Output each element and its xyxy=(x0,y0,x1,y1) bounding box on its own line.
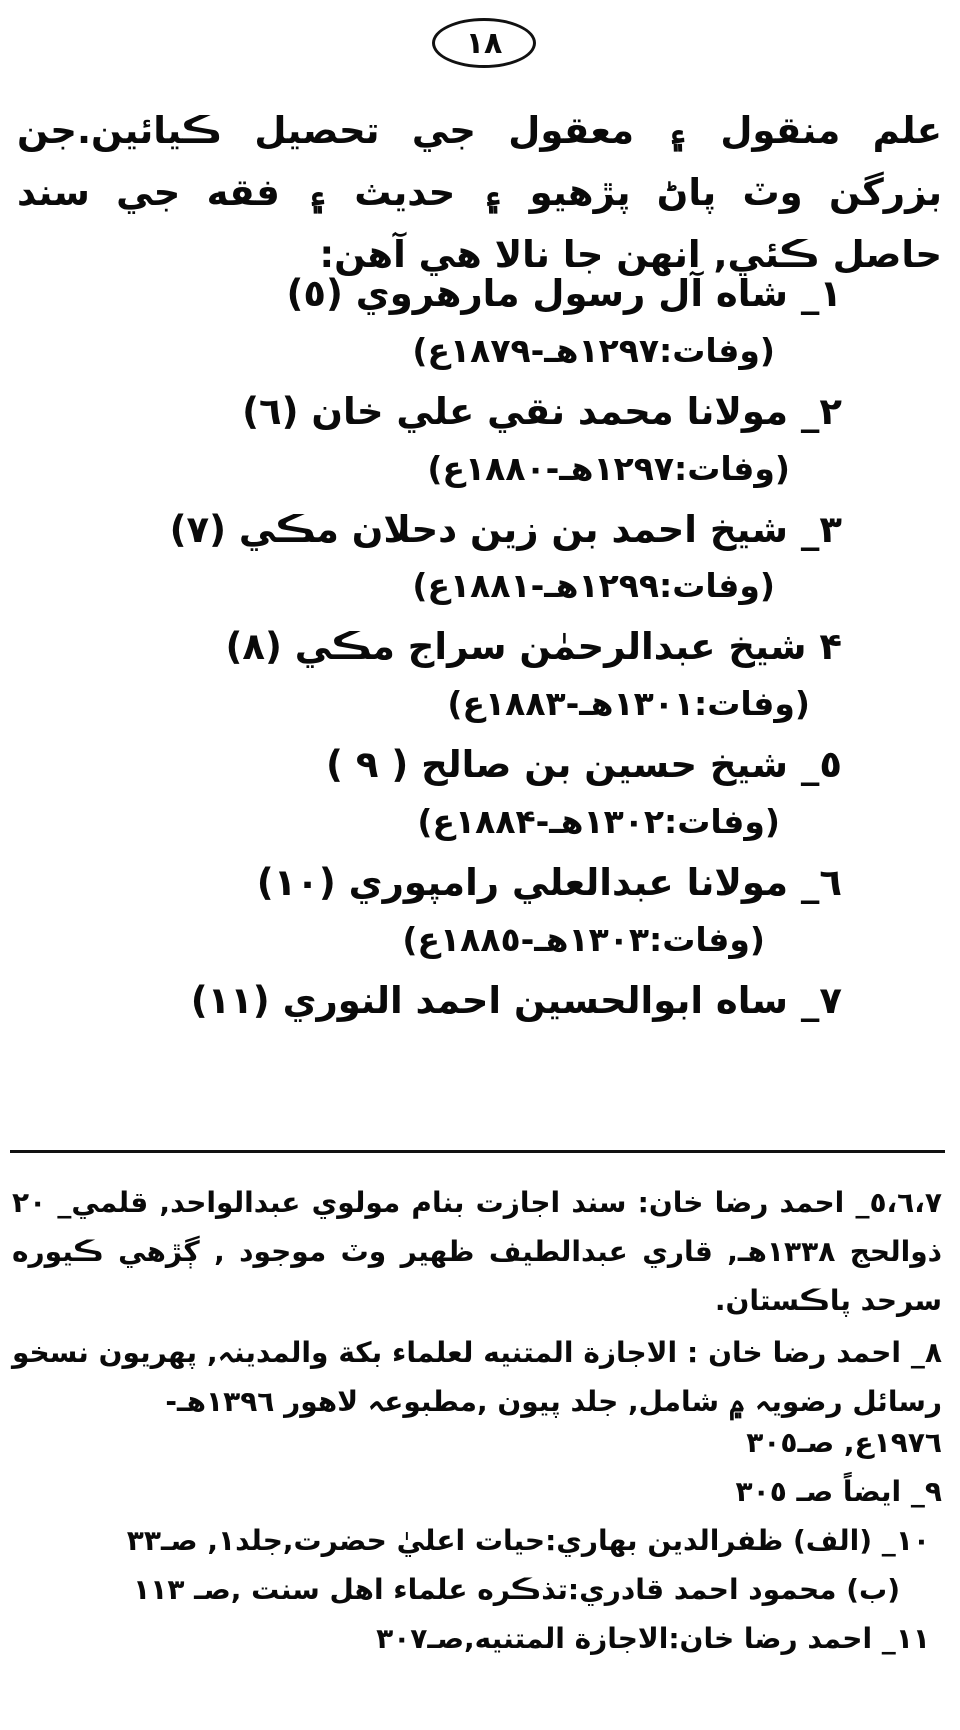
footnote-10-b: (ب) محمود احمد قادري:تذڪره علماء اهل سنت ,صـ ١١٣ xyxy=(133,1573,900,1606)
footnote-11: ١١_ احمد رضا خان:الاجازة المتنيه,صـ٣٠٧ xyxy=(376,1622,930,1655)
footnote-5-6-7: ٥،٦،٧_ احمد رضا خان: سند اجازت بنام مولوي عبدالواحد, قلمي_ ٢٠ ذوالحج ١٣٣٨هـ, قاري عبدالطيف ظهير وٽ موجود , ڳڙهي ڪيوره سرحد پاڪستان. xyxy=(12,1186,942,1317)
intro-paragraph: علم منقول ۽ معقول جي تحصيل ڪيائين.جن بزرگن وٽ پاڻ پڙهيو ۽ حديث ۽ فقه جي سند حاصل ڪئي, انهن جا نالا هي آهن: xyxy=(17,109,942,276)
list-item-6-date: (وفات:١٣٠٣هـ-١٨٨٥ع) xyxy=(402,920,765,959)
list-item-6-name: ٦_ مولانا عبدالعلي رامپوري (١٠) xyxy=(256,861,842,904)
list-item-5-date: (وفات:١٣٠٢هـ-١٨٨۴ع) xyxy=(417,802,780,841)
list-item-1-name: ١_ شاه آل رسول مارهروي (٥) xyxy=(286,272,842,315)
list-item-7-name: ٧_ ساه ابوالحسين احمد النوري (١١) xyxy=(190,979,842,1022)
footnote-8-continued: ١٩٧٦ع, صـ٣٠٥ xyxy=(746,1426,942,1459)
list-item-4-name: ۴ شيخ عبدالرحمٰن سراج مڪي (٨) xyxy=(225,625,842,668)
list-item-3-date: (وفات:١٢٩٩هـ-١٨٨١ع) xyxy=(412,566,775,605)
footnote-8: ٨_ احمد رضا خان : الاجازة المتنيه لعلماء بکة والمدينہ, پهريون نسخو رسائل رضويہ ۾ شامل, جلد پيون ,مطبوعہ لاهور ١٣٩٦هـ- xyxy=(12,1336,942,1418)
list-item-3-name: ٣_ شيخ احمد بن زين دحلان مڪي (٧) xyxy=(169,508,842,551)
footnote-9: ٩_ ايضاً صـ ٣٠٥ xyxy=(735,1475,942,1508)
footnote-divider xyxy=(10,1150,945,1153)
list-item-5-name: ٥_ شيخ حسين بن صالح ( ٩ ) xyxy=(326,743,842,786)
list-item-4-date: (وفات:١٣٠١هـ-١٨٨٣ع) xyxy=(447,684,810,723)
footnote-10-a: ١٠_ (الف) ظفرالدين بهاري:حيات اعليٰ حضرت,جلد١, صـ٣٣ xyxy=(126,1524,930,1557)
list-item-2-name: ٢_ مولانا محمد نقي علي خان (٦) xyxy=(242,390,842,433)
page-number: ١٨ xyxy=(432,18,536,68)
list-item-2-date: (وفات:١٢٩٧هـ-١٨٨٠ع) xyxy=(427,449,790,488)
list-item-1-date: (وفات:١٢٩٧هـ-١٨٧٩ع) xyxy=(412,331,775,370)
